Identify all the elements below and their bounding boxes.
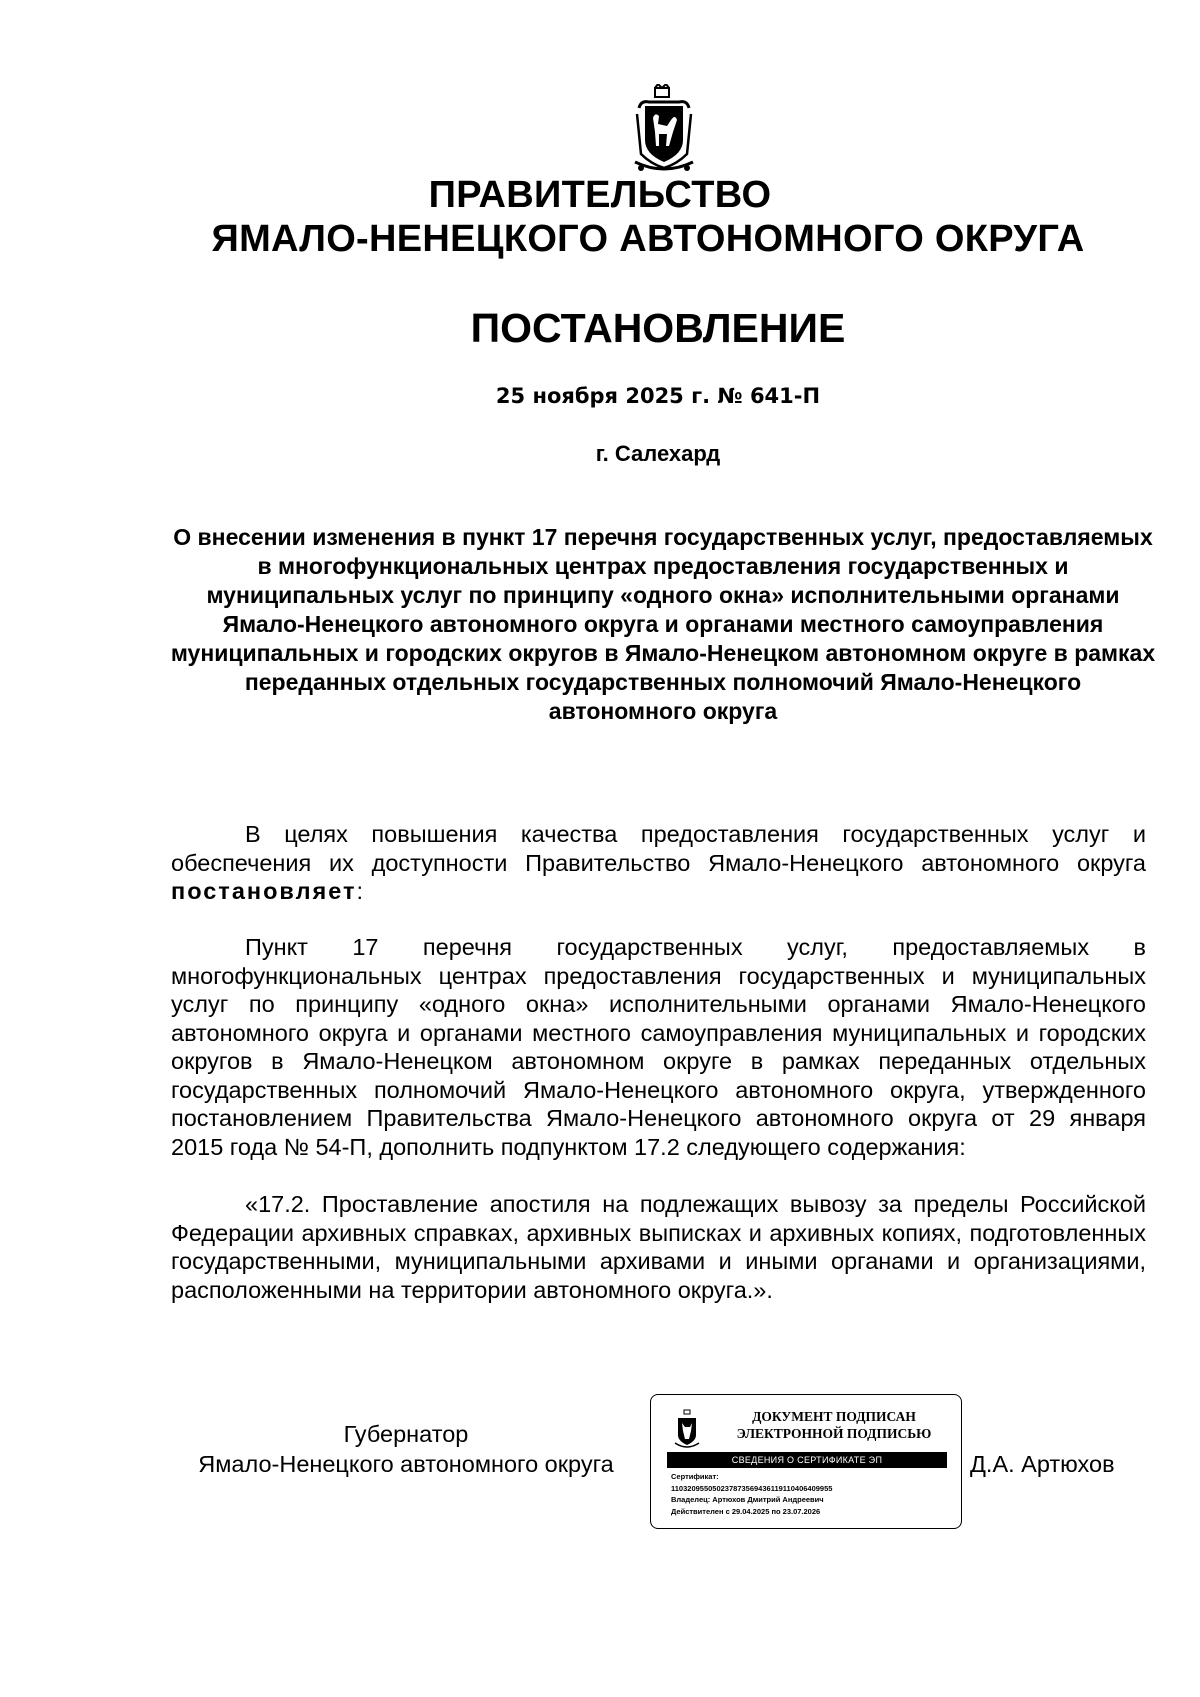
certificate-owner: Владелец: Артюхов Дмитрий Андреевич bbox=[671, 1495, 824, 1504]
certificate-info-bar: СВЕДЕНИЯ О СЕРТИФИКАТЕ ЭП bbox=[667, 1452, 947, 1468]
signatory-name: Д.А. Артюхов bbox=[970, 1451, 1115, 1477]
preamble-text: В целях повышения качества предоставления государственных услуг и обеспечения их доступности Правительство Ямало-Ненецкого автономного округа bbox=[171, 821, 1146, 876]
stamp-title-line-1: ДОКУМЕНТ ПОДПИСАН bbox=[752, 1409, 916, 1424]
amendment-paragraph: Пункт 17 перечня государственных услуг, предоставляемых в многофункциональных центрах предоставления государственных и муниципальных услуг по принципу «одного окна» исполнительными органами Ямало-Ненецкого автономного округа и органами местного самоуправления муниципальных и городских округов в Ямало-Ненецком автономном округе в рамках переданных отдельных государственных полномочий Ямало-Ненецкого автономного округа, утвержденного постановлением Правительства Ямало-Ненецкого автономного округа от 29 января 2015 года № 54-П, дополнить подпунктом 17.2 следующего содержания: bbox=[171, 934, 1146, 1160]
certificate-details bbox=[671, 1471, 956, 1517]
stamp-title-line-2: ЭЛЕКТРОННОЙ ПОДПИСЬЮ bbox=[736, 1426, 932, 1441]
e-signature-stamp bbox=[650, 1394, 962, 1529]
signatory-position bbox=[171, 1419, 641, 1479]
position-line-2: Ямало-Ненецкого автономного округа bbox=[198, 1451, 614, 1477]
position-line-1: Губернатор bbox=[343, 1421, 469, 1447]
amendment-text-paragraph: «17.2. Проставление апостиля на подлежащих вывозу за пределы Российской Федерации архивных справках, архивных выписках и архивных копиях, подготовленных государственными, муниципальными архивами и иными органами и организациями, расположенными на территории автономного округа.». bbox=[171, 1191, 1146, 1303]
stamp-title bbox=[715, 1408, 953, 1442]
certificate-validity: Действителен с 29.04.2025 по 23.07.2026 bbox=[671, 1506, 821, 1516]
stamp-emblem-icon bbox=[673, 1409, 701, 1449]
preamble-end: : bbox=[356, 878, 364, 904]
city: г. Салехард bbox=[595, 441, 721, 466]
document-subject: О внесении изменения в пункт 17 перечня государственных услуг, предоставляемых в многофункциональных центрах предоставления государственных и муниципальных услуг по принципу «одного окна» исполнительными органами Ямало-Ненецкого автономного округа и органами местного самоуправления муниципальных и городских округов в Ямало-Ненецком автономном округе в рамках переданных отдельных государственных полномочий Ямало-Ненецкого автономного округа bbox=[170, 524, 1156, 724]
document-type: ПОСТАНОВЛЕНИЕ bbox=[470, 305, 846, 351]
resolves-keyword: постановляет bbox=[171, 878, 357, 904]
date-number: 25 ноября 2025 г. № 641-П bbox=[495, 384, 821, 408]
government-title: ПРАВИТЕЛЬСТВО bbox=[428, 174, 772, 216]
certificate-number: 110320955050237873569436119110406409955 bbox=[671, 1483, 833, 1493]
certificate-label: Сертификат: bbox=[671, 1472, 719, 1481]
region-title: ЯМАЛО-НЕНЕЦКОГО АВТОНОМНОГО ОКРУГА bbox=[211, 218, 1085, 260]
coat-of-arms-icon bbox=[631, 84, 697, 174]
preamble-paragraph bbox=[171, 820, 1146, 906]
